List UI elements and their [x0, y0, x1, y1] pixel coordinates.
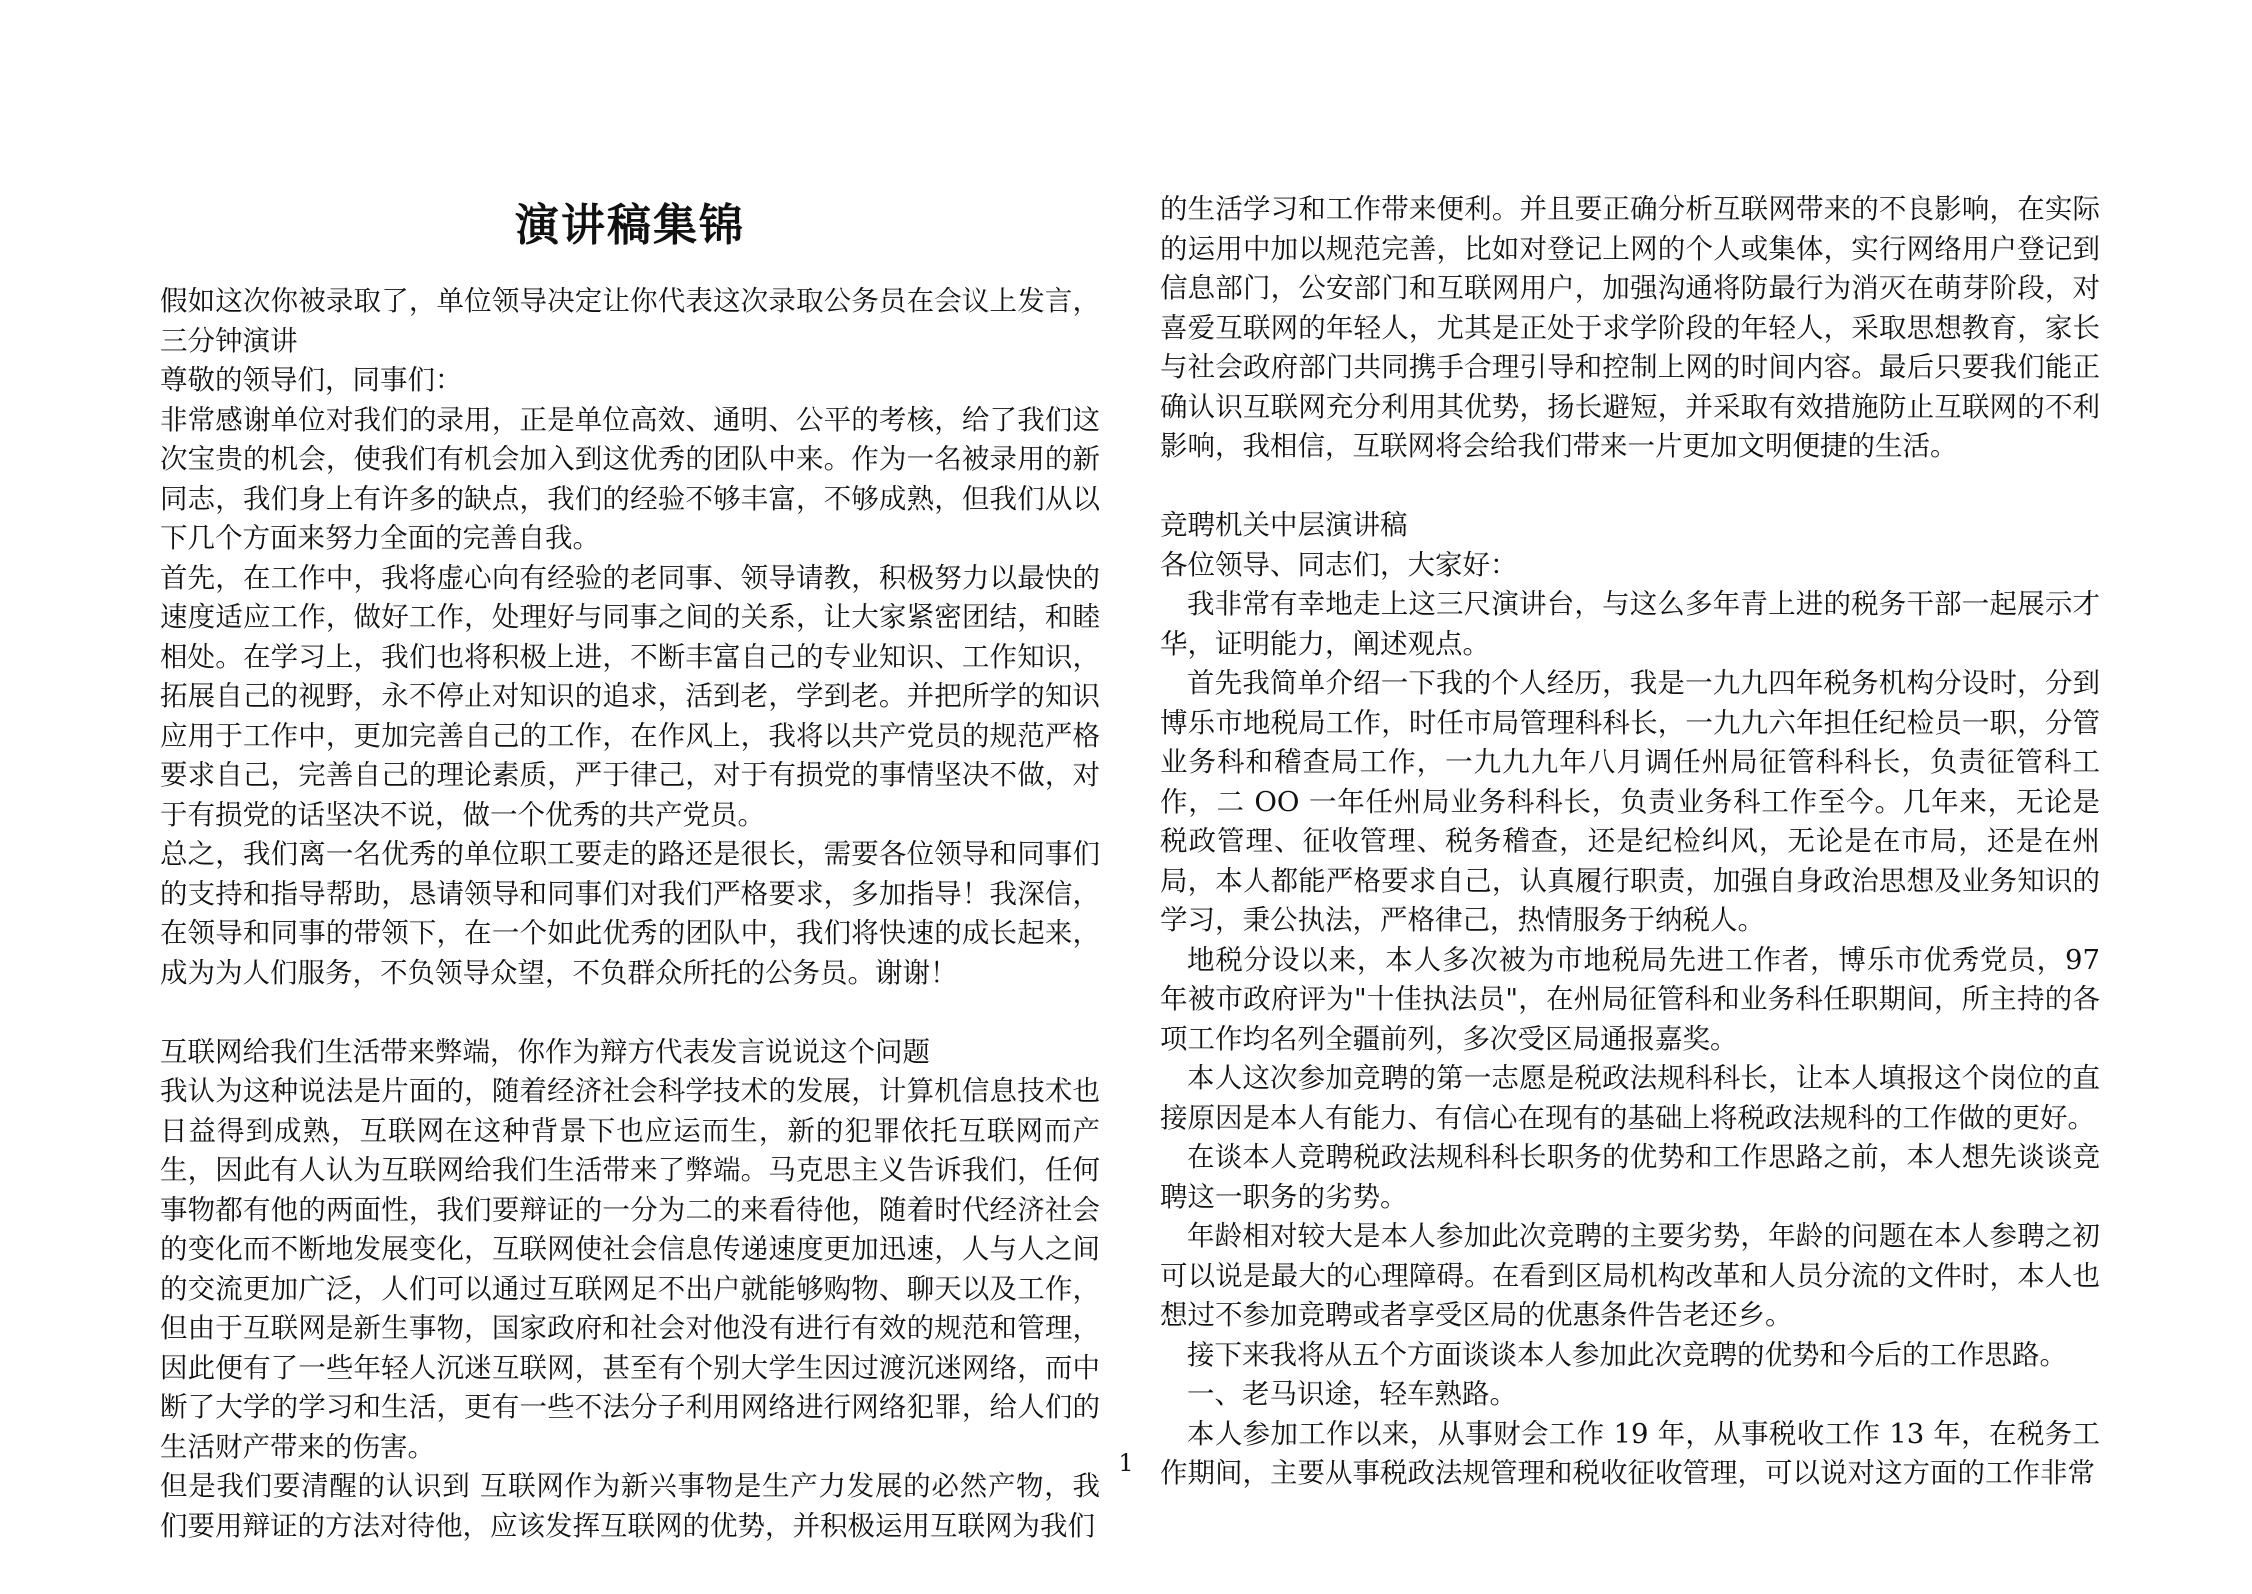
left-column-text [160, 282, 1100, 1546]
paragraph: 我认为这种说法是片面的，随着经济社会科学技术的发展，计算机信息技术也日益得到成熟，互联网在这种背景下也应运而生，新的犯罪依托互联网而产生，因此有人认为互联网给我们生活带来了弊端。马克思主义告诉我们，任何事物都有他的两面性，我们要辩证的一分为二的来看待他，随着时代经济社会的变化而不断地发展变化，互联网使社会信息传递速度更加迅速，人与人之间的交流更加广泛，人们可以通过互联网足不出户就能够购物、聊天以及工作，但由于互联网是新生事物，国家政府和社会对他没有进行有效的规范和管理，因此便有了一些年轻人沉迷互联网，甚至有个别大学生因过渡沉迷网络，而中断了大学的学习和生活，更有一些不法分子利用网络进行网络犯罪，给人们的生活财产带来的伤害。 [160, 1075, 1100, 1463]
paragraph: 本人参加工作以来，从事财会工作 19 年，从事税收工作 13 年，在税务工作期间，主要从事税政法规管理和税收征收管理，可以说对这方面的工作非常 [1160, 1417, 2100, 1489]
paragraph: 我非常有幸地走上这三尺演讲台，与这么多年青上进的税务干部一起展示才华，证明能力，阐述观点。 [1160, 588, 2100, 660]
paragraph: 非常感谢单位对我们的录用，正是单位高效、通明、公平的考核，给了我们这次宝贵的机会，使我们有机会加入到这优秀的团队中来。作为一名被录用的新同志，我们身上有许多的缺点，我们的经验不够丰富，不够成熟，但我们从以下几个方面来努力全面的完善自我。 [160, 403, 1100, 554]
page-number: 1 [1118, 1449, 1134, 1477]
paragraph-gap [1160, 467, 2100, 507]
paragraph: 竞聘机关中层演讲稿 [1160, 509, 1408, 541]
paragraph: 接下来我将从五个方面谈谈本人参加此次竞聘的优势和今后的工作思路。 [1187, 1338, 2067, 1371]
paragraph: 地税分设以来，本人多次被为市地税局先进工作者，博乐市优秀党员，97年被市政府评为"十佳执法员"，在州局征管科和业务科任职期间，所主持的各项工作均名列全疆前列，多次受区局通报嘉奖。 [1160, 943, 2100, 1055]
paragraph: 假如这次你被录取了，单位领导决定让你代表这次录取公务员在会议上发言，三分钟演讲 [160, 285, 1100, 357]
paragraph: 的生活学习和工作带来便利。并且要正确分析互联网带来的不良影响，在实际的运用中加以规范完善，比如对登记上网的个人或集体，实行网络用户登记到信息部门，公安部门和互联网用户，加强沟通将防最行为消灭在萌芽阶段，对喜爱互联网的年轻人，尤其是正处于求学阶段的年轻人，采取思想教育，家长与社会政府部门共同携手合理引导和控制上网的时间内容。最后只要我们能正确认识互联网充分利用其优势，扬长避短，并采取有效措施防止互联网的不利影响，我相信，互联网将会给我们带来一片更加文明便捷的生活。 [1160, 193, 2100, 462]
paragraph: 一、老马识途，轻车熟路。 [1187, 1378, 1517, 1410]
paragraph: 本人这次参加竞聘的第一志愿是税政法规科科长，让本人填报这个岗位的直接原因是本人有能力、有信心在现有的基础上将税政法规科的工作做的更好。 [1160, 1062, 2100, 1134]
paragraph: 首先，在工作中，我将虚心向有经验的老同事、领导请教，积极努力以最快的速度适应工作，做好工作，处理好与同事之间的关系，让大家紧密团结，和睦相处。在学习上，我们也将积极上进，不断丰富自己的专业知识、工作知识，拓展自己的视野，永不停止对知识的追求，活到老，学到老。并把所学的知识应用于工作中，更加完善自己的工作，在作风上，我将以共产党员的规范严格要求自己，完善自己的理论素质，严于律己，对于有损党的事情坚决不做，对于有损党的话坚决不说，做一个优秀的共产党员。 [160, 561, 1100, 831]
paragraph: 总之，我们离一名优秀的单位职工要走的路还是很长，需要各位领导和同事们的支持和指导帮助，恳请领导和同事们对我们严格要求，多加指导！我深信，在领导和同事的带领下，在一个如此优秀的团队中，我们将快速的成长起来，成为为人们服务，不负领导众望，不负群众所托的公务员。谢谢！ [160, 838, 1100, 989]
paragraph: 互联网给我们生活带来弊端，你作为辩方代表发言说说这个问题 [160, 1035, 930, 1068]
paragraph: 首先我简单介绍一下我的个人经历，我是一九九四年税务机构分设时，分到博乐市地税局工作，时任市局管理科科长，一九九六年担任纪检员一职，分管业务科和稽查局工作，一九九九年八月调任州局征管科科长，负责征管科工作，二 OO 一年任州局业务科科长，负责业务科工作至今。几年来，无论是税政管理、征收管理、税务稽查，还是纪检纠风，无论是在市局，还是在州局，本人都能严格要求自己，认真履行职责，加强自身政治思想及业务知识的学习，秉公执法，严格律己，热情服务于纳税人。 [1160, 667, 2100, 936]
paragraph: 但是我们要清醒的认识到 互联网作为新兴事物是生产力发展的必然产物，我们要用辩证的方法对待他，应该发挥互联网的优势，并积极运用互联网为我们 [160, 1470, 1100, 1542]
paragraph-gap [160, 993, 1100, 1033]
paragraph: 尊敬的领导们，同事们： [160, 364, 463, 396]
paragraph: 各位领导、同志们，大家好： [1160, 548, 1518, 581]
page-title: 演讲稿集锦 [515, 200, 745, 251]
paragraph: 年龄相对较大是本人参加此次竞聘的主要劣势，年龄的问题在本人参聘之初可以说是最大的心理障碍。在看到区局机构改革和人员分流的文件时，本人也想过不参加竞聘或者享受区局的优惠条件告老还乡。 [1160, 1220, 2100, 1331]
paragraph: 在谈本人竞聘税政法规科科长职务的优势和工作思路之前，本人想先谈谈竞聘这一职务的劣势。 [1160, 1141, 2100, 1213]
right-column-text [1160, 190, 2100, 1494]
